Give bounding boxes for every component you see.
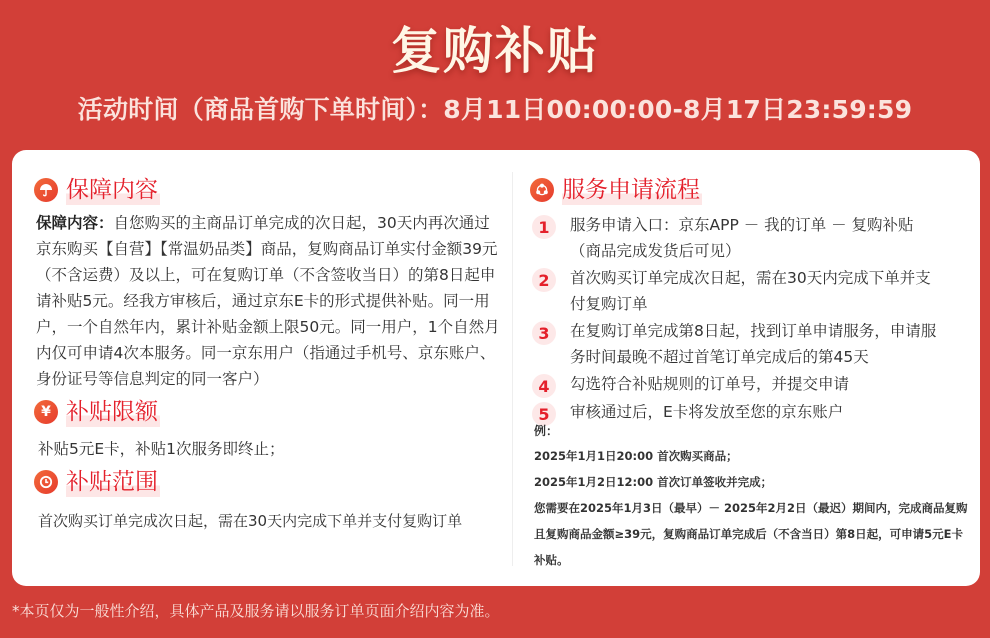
section-title: 保障内容: [66, 177, 158, 203]
info-card: [12, 150, 980, 586]
right-column: [530, 172, 970, 573]
section-guarantee-header: [34, 172, 502, 208]
step-text: 首次购买订单完成次日起，需在30天内完成下单并支付复购订单: [570, 269, 931, 313]
example-line: 2025年1月2日12:00 首次订单签收并完成；: [534, 475, 773, 489]
section-limit-header: [34, 394, 502, 430]
share-nodes-icon: [530, 178, 554, 202]
limit-text: 补贴5元E卡，补贴1次服务即终止；: [38, 440, 285, 458]
clock-icon: [34, 470, 58, 494]
step-number: 5: [532, 402, 556, 426]
step-number: 2: [532, 268, 556, 292]
example-paragraph: 您需要在2025年1月3日（最早）－ 2025年2月2日（最迟）期间内，完成商品复购且复购商品金额≥39元，复购商品订单完成后（不含当日）第8日起，可申请5元E卡补贴。: [534, 501, 968, 567]
column-divider: [512, 172, 513, 566]
step-item: [530, 318, 970, 370]
hero-title: 复购补贴: [391, 22, 599, 80]
step-number: 1: [532, 215, 556, 239]
yen-icon: ¥: [34, 400, 58, 424]
left-column: [34, 172, 502, 534]
disclaimer: *本页仅为一般性介绍，具体产品及服务请以服务订单页面介绍内容为准。: [12, 602, 500, 620]
guarantee-body: 自您购买的主商品订单完成的次日起，30天内再次通过京东购买【自营】【常温奶品类】商品，复购商品订单实付金额39元（不含运费）及以上，可在复购订单（不含签收当日）的第8日起申请补贴5元。经我方审核后，通过京东E卡的形式提供补贴。同一用户，一个自然年内，累计补贴金额上限50元。同一用户，1个自然月内仅可申请4次本服务。同一京东用户（指通过手机号、京东账户、身份证号等信息判定的同一客户）: [36, 214, 500, 388]
step-number: 3: [532, 321, 556, 345]
section-process-header: [530, 172, 970, 208]
example-label: 例：: [534, 424, 559, 438]
section-scope-header: [34, 464, 502, 500]
step-text: 勾选符合补贴规则的订单号，并提交申请: [570, 375, 850, 393]
step-text: 在复购订单完成第8日起，找到订单申请服务，申请服务时间最晚不超过首笔订单完成后的第45天: [570, 322, 937, 366]
example-line: 2025年1月1日20:00 首次购买商品；: [534, 449, 738, 463]
section-title: 补贴限额: [66, 399, 158, 425]
guarantee-label: 保障内容：: [36, 214, 114, 232]
scope-text: 首次购买订单完成次日起，需在30天内完成下单并支付复购订单: [38, 512, 463, 530]
guarantee-text: [34, 210, 502, 392]
step-text: 服务申请入口：京东APP － 我的订单 － 复购补贴（商品完成发货后可见）: [570, 216, 914, 260]
step-number: 4: [532, 374, 556, 398]
section-title: 补贴范围: [66, 469, 158, 495]
step-item: [530, 399, 970, 426]
step-item: [530, 265, 970, 317]
step-item: [530, 212, 970, 264]
step-item: [530, 371, 970, 398]
step-text: 审核通过后，E卡将发放至您的京东账户: [570, 403, 844, 421]
process-steps: [530, 212, 970, 426]
section-title: 服务申请流程: [562, 177, 700, 203]
umbrella-icon: [34, 178, 58, 202]
activity-time: 活动时间（商品首购下单时间）：8月11日00:00:00-8月17日23:59:59: [77, 95, 913, 124]
